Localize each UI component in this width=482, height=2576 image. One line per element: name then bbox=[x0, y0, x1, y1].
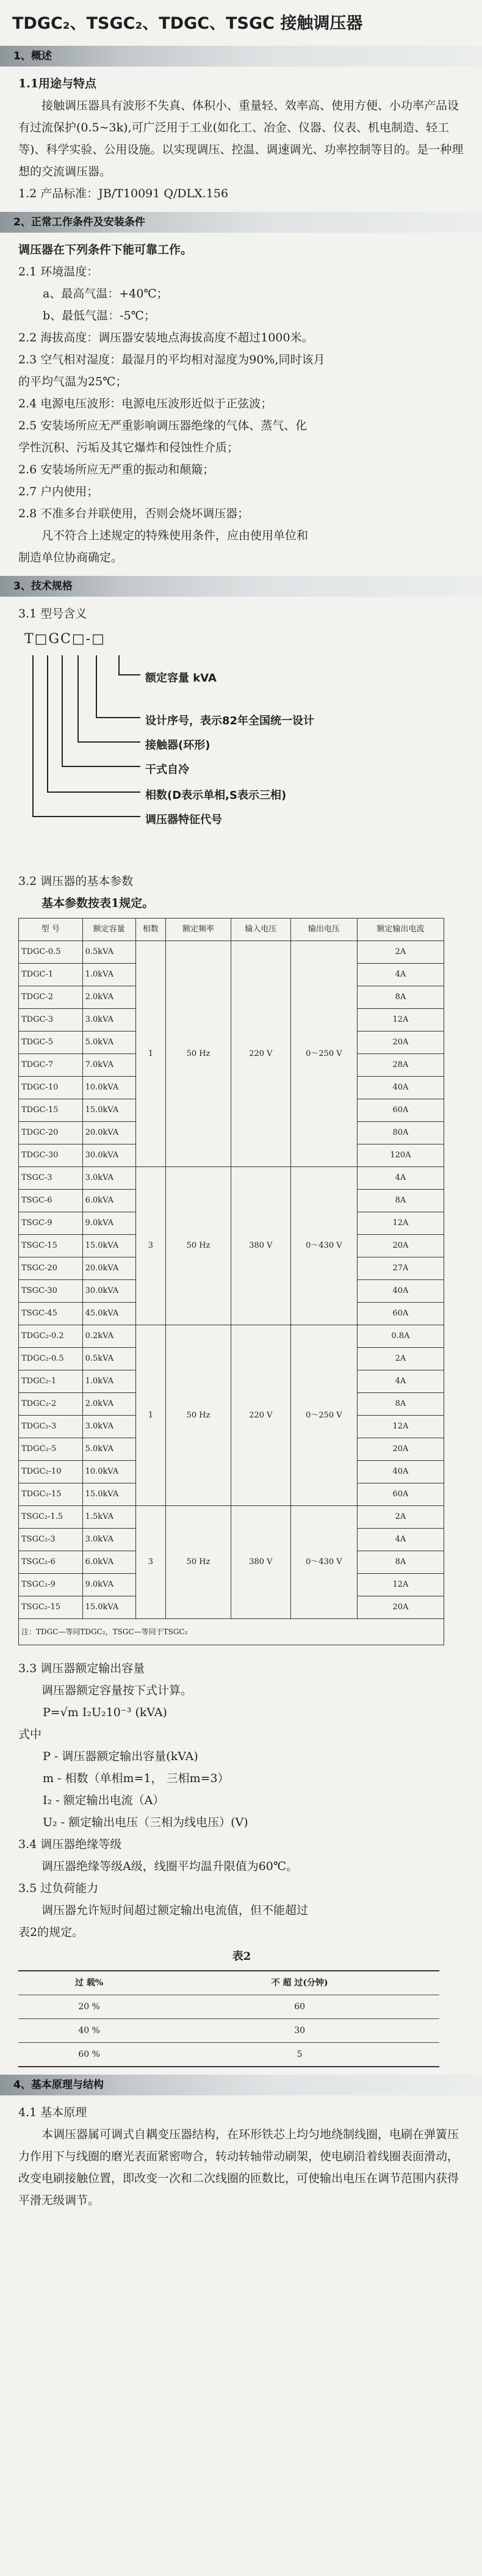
cell-capacity: 1.0kVA bbox=[82, 964, 135, 986]
label-rated-capacity: 额定容量 kVA bbox=[145, 672, 217, 685]
cell-model: TSGC-6 bbox=[19, 1190, 83, 1212]
cell-current: 2A bbox=[357, 941, 444, 964]
cell-capacity: 15.0kVA bbox=[82, 1235, 135, 1257]
cell-output-voltage: 0～430 V bbox=[290, 1506, 357, 1619]
special-note-line1: 凡不符合上述规定的特殊使用条件，应由使用单位和 bbox=[41, 529, 309, 542]
cell-input-voltage: 220 V bbox=[231, 941, 290, 1167]
label-dry-cooling: 干式自冷 bbox=[145, 763, 189, 776]
cell-output-voltage: 0～250 V bbox=[290, 941, 357, 1167]
cell-model: TSGC-30 bbox=[19, 1280, 83, 1303]
cell-output-voltage: 0～250 V bbox=[290, 1325, 357, 1506]
table-row bbox=[18, 2019, 439, 2043]
cell-current: 60A bbox=[357, 1483, 444, 1506]
cell-capacity: 9.0kVA bbox=[82, 1212, 135, 1235]
var-i2: I₂ - 额定输出电流（A） bbox=[43, 1794, 165, 1807]
cell-current: 12A bbox=[357, 1212, 444, 1235]
cell-phase: 3 bbox=[135, 1506, 166, 1619]
cell-current: 80A bbox=[357, 1122, 444, 1144]
cell-model: TDGC-3 bbox=[19, 1009, 83, 1031]
overload-minutes: 60 bbox=[160, 1995, 439, 2019]
site-line2: 学性沉积、污垢及其它爆炸和侵蚀性介质； bbox=[18, 441, 239, 454]
cell-capacity: 7.0kVA bbox=[82, 1054, 135, 1077]
cell-current: 8A bbox=[357, 1551, 444, 1574]
cell-capacity: 3.0kVA bbox=[82, 1529, 135, 1551]
overload-title: 3.5 过负荷能力 bbox=[18, 1882, 99, 1895]
section-conditions bbox=[0, 239, 482, 569]
humidity-line2: 的平均气温为25℃； bbox=[18, 375, 128, 388]
cell-model: TSGC₂-6 bbox=[19, 1551, 83, 1574]
model-leader-lines bbox=[24, 650, 464, 870]
cell-current: 40A bbox=[357, 1461, 444, 1483]
cell-input-voltage: 220 V bbox=[231, 1325, 290, 1506]
cell-current: 28A bbox=[357, 1054, 444, 1077]
params-intro: 基本参数按表1规定。 bbox=[41, 897, 154, 910]
cell-current: 4A bbox=[357, 964, 444, 986]
cell-capacity: 6.0kVA bbox=[82, 1190, 135, 1212]
cell-model: TDGC₂-5 bbox=[19, 1438, 83, 1461]
overload-percent: 60 % bbox=[18, 2043, 160, 2067]
waveform: 2.4 电源电压波形：电源电压波形近似于正弦波； bbox=[18, 397, 273, 410]
cell-current: 20A bbox=[357, 1438, 444, 1461]
cell-model: TSGC₂-3 bbox=[19, 1529, 83, 1551]
page-title: TDGC₂、TSGC₂、TDGC、TSGC 接触调压器 bbox=[12, 14, 363, 33]
vibration: 2.6 安装场所应无严重的振动和颠簸； bbox=[18, 463, 215, 476]
table2-caption: 表2 bbox=[232, 1950, 251, 1963]
overload-text-line2: 表2的规定。 bbox=[18, 1926, 84, 1939]
cell-capacity: 1.5kVA bbox=[82, 1506, 135, 1529]
var-p: P - 调压器额定输出容量(kVA) bbox=[43, 1750, 198, 1763]
section-overview bbox=[0, 73, 482, 205]
cell-model: TDGC-7 bbox=[19, 1054, 83, 1077]
cell-current: 60A bbox=[357, 1303, 444, 1325]
indoor-use: 2.7 户内使用； bbox=[18, 485, 99, 498]
env-max-temp: a、最高气温：+40℃； bbox=[43, 287, 168, 300]
cell-capacity: 15.0kVA bbox=[82, 1483, 135, 1506]
cell-current: 12A bbox=[357, 1416, 444, 1438]
cell-model: TDGC₂-3 bbox=[19, 1416, 83, 1438]
env-min-temp: b、最低气温：-5℃； bbox=[43, 309, 156, 322]
cell-current: 8A bbox=[357, 1393, 444, 1416]
cell-current: 4A bbox=[357, 1167, 444, 1190]
label-feature-code: 调压器特征代号 bbox=[145, 813, 222, 826]
cell-capacity: 10.0kVA bbox=[82, 1077, 135, 1099]
label-contact-type: 接触器(环形) bbox=[145, 739, 210, 752]
cell-model: TDGC-30 bbox=[19, 1144, 83, 1167]
cell-model: TDGC-2 bbox=[19, 986, 83, 1009]
special-note-line2: 制造单位协商确定。 bbox=[18, 551, 123, 564]
cell-current: 120A bbox=[357, 1144, 444, 1167]
overload-header-row bbox=[18, 1971, 439, 1995]
insulation-title: 3.4 调压器绝缘等级 bbox=[18, 1838, 122, 1851]
humidity-line1: 2.3 空气相对湿度：最湿月的平均相对湿度为90%,同时该月 bbox=[18, 353, 325, 366]
table-row bbox=[18, 1995, 439, 2019]
cell-input-voltage: 380 V bbox=[231, 1506, 290, 1619]
col-capacity: 额定容量 bbox=[82, 919, 135, 941]
cell-model: TSGC-9 bbox=[19, 1212, 83, 1235]
cell-capacity: 1.0kVA bbox=[82, 1370, 135, 1393]
model-meaning-title: 3.1 型号含义 bbox=[18, 607, 87, 620]
altitude: 2.2 海拔高度：调压器安装地点海拔高度不超过1000米。 bbox=[18, 331, 314, 344]
cell-model: TSGC-20 bbox=[19, 1257, 83, 1280]
cell-current: 27A bbox=[357, 1257, 444, 1280]
overload-percent: 40 % bbox=[18, 2019, 160, 2043]
cell-current: 12A bbox=[357, 1009, 444, 1031]
model-diagram bbox=[24, 650, 465, 870]
cell-capacity: 3.0kVA bbox=[82, 1009, 135, 1031]
cell-frequency: 50 Hz bbox=[166, 941, 231, 1167]
rated-output-intro: 调压器额定容量按下式计算。 bbox=[41, 1684, 193, 1697]
rated-formula: P=√m I₂U₂10⁻³ (kVA) bbox=[43, 1706, 167, 1719]
cell-current: 4A bbox=[357, 1529, 444, 1551]
cell-model: TDGC₂-0.2 bbox=[19, 1325, 83, 1348]
cell-capacity: 10.0kVA bbox=[82, 1461, 135, 1483]
section-heading-overview: 1、概述 bbox=[0, 46, 482, 67]
no-parallel: 2.8 不准多台并联使用，否则会烧坏调压器； bbox=[18, 507, 250, 520]
env-temperature: 2.1 环境温度： bbox=[18, 265, 99, 278]
params-table bbox=[18, 918, 444, 1619]
cell-capacity: 0.5kVA bbox=[82, 941, 135, 964]
cell-model: TDGC₂-2 bbox=[19, 1393, 83, 1416]
cell-capacity: 15.0kVA bbox=[82, 1596, 135, 1619]
cell-model: TDGC₂-1 bbox=[19, 1370, 83, 1393]
table-row bbox=[19, 1506, 444, 1529]
label-phase: 相数(D表示单相,S表示三相) bbox=[145, 789, 287, 802]
cell-current: 12A bbox=[357, 1574, 444, 1596]
cell-capacity: 5.0kVA bbox=[82, 1438, 135, 1461]
site-line1: 2.5 安装场所应无严重影响调压器绝缘的气体、蒸气、化 bbox=[18, 419, 308, 432]
cell-model: TSGC-45 bbox=[19, 1303, 83, 1325]
section-principle bbox=[0, 2101, 482, 2211]
cell-current: 8A bbox=[357, 1190, 444, 1212]
cell-capacity: 3.0kVA bbox=[82, 1416, 135, 1438]
cell-model: TSGC₂-15 bbox=[19, 1596, 83, 1619]
col-frequency: 额定频率 bbox=[166, 919, 231, 941]
col-output-current: 额定输出电流 bbox=[357, 919, 444, 941]
overload-text-line1: 调压器允许短时间超过额定输出电流值，但不能超过 bbox=[41, 1904, 309, 1917]
insulation-text: 调压器绝缘等级A级，线圈平均温升限值为60℃。 bbox=[41, 1860, 298, 1873]
cell-output-voltage: 0～430 V bbox=[290, 1167, 357, 1325]
overload-table bbox=[18, 1970, 439, 2067]
table-row bbox=[19, 1325, 444, 1348]
col-input-voltage: 输入电压 bbox=[231, 919, 290, 941]
label-design-number: 设计序号，表示82年全国统一设计 bbox=[145, 715, 315, 727]
cell-current: 0.8A bbox=[357, 1325, 444, 1348]
cell-model: TSGC-3 bbox=[19, 1167, 83, 1190]
cell-model: TDGC₂-15 bbox=[19, 1483, 83, 1506]
cell-model: TDGC-5 bbox=[19, 1031, 83, 1054]
overload-col-minutes: 不 超 过(分钟) bbox=[160, 1971, 439, 1995]
cell-current: 40A bbox=[357, 1280, 444, 1303]
cell-capacity: 20.0kVA bbox=[82, 1122, 135, 1144]
cell-frequency: 50 Hz bbox=[166, 1167, 231, 1325]
table-row bbox=[18, 2043, 439, 2067]
cell-current: 60A bbox=[357, 1099, 444, 1122]
table-row bbox=[19, 1167, 444, 1190]
cell-phase: 1 bbox=[135, 1325, 166, 1506]
where-label: 式中 bbox=[18, 1728, 42, 1741]
overload-percent: 20 % bbox=[18, 1995, 160, 2019]
principle-paragraph: 本调压器属可调式自耦变压器结构，在环形铁芯上均匀地绕制线圈，电刷在弹簧压力作用下与线圈的磨光表面紧密吻合，转动转轴带动刷架，使电刷沿着线圈表面滑动，改变电刷接触位置，即改变一次和二次线圈的匝数比，可使输出电压在调节范围内获得平滑无级调节。 bbox=[18, 2128, 459, 2207]
cell-current: 20A bbox=[357, 1596, 444, 1619]
table-row bbox=[19, 941, 444, 964]
rated-output-title: 3.3 调压器额定输出容量 bbox=[18, 1662, 145, 1675]
var-u2: U₂ - 额定输出电压（三相为线电压）(V) bbox=[43, 1816, 248, 1829]
cell-capacity: 15.0kVA bbox=[82, 1099, 135, 1122]
cell-current: 20A bbox=[357, 1031, 444, 1054]
cell-model: TSGC-15 bbox=[19, 1235, 83, 1257]
cell-phase: 3 bbox=[135, 1167, 166, 1325]
cell-current: 8A bbox=[357, 986, 444, 1009]
cell-capacity: 6.0kVA bbox=[82, 1551, 135, 1574]
cell-model: TDGC₂-10 bbox=[19, 1461, 83, 1483]
var-m: m - 相数（单相m=1， 三相m=3） bbox=[43, 1772, 229, 1785]
cell-capacity: 45.0kVA bbox=[82, 1303, 135, 1325]
col-output-voltage: 输出电压 bbox=[290, 919, 357, 941]
col-phase: 相数 bbox=[135, 919, 166, 941]
cell-capacity: 3.0kVA bbox=[82, 1167, 135, 1190]
cell-phase: 1 bbox=[135, 941, 166, 1167]
cell-frequency: 50 Hz bbox=[166, 1325, 231, 1506]
overload-col-percent: 过 载% bbox=[18, 1971, 160, 1995]
cell-capacity: 30.0kVA bbox=[82, 1280, 135, 1303]
cell-model: TDGC-0.5 bbox=[19, 941, 83, 964]
overload-minutes: 30 bbox=[160, 2019, 439, 2043]
overload-minutes: 5 bbox=[160, 2043, 439, 2067]
cell-current: 40A bbox=[357, 1077, 444, 1099]
section-heading-principle: 4、基本原理与结构 bbox=[0, 2075, 482, 2095]
cell-model: TDGC₂-0.5 bbox=[19, 1348, 83, 1370]
purpose-paragraph: 接触调压器具有波形不失真、体积小、重量轻、效率高、使用方便、小功率产品设有过流保护(0.5~3k),可广泛用于工业(如化工、冶金、仪器、仪表、机电制造、轻工等)、科学实验、公用设施。以实现调压、控温、调速调光、功率控制等目的。是一种理想的交流调压器。 bbox=[18, 99, 464, 178]
cell-capacity: 2.0kVA bbox=[82, 986, 135, 1009]
cell-current: 2A bbox=[357, 1348, 444, 1370]
cell-capacity: 0.5kVA bbox=[82, 1348, 135, 1370]
cell-frequency: 50 Hz bbox=[166, 1506, 231, 1619]
cell-capacity: 9.0kVA bbox=[82, 1574, 135, 1596]
cell-current: 2A bbox=[357, 1506, 444, 1529]
col-model: 型 号 bbox=[19, 919, 83, 941]
cell-model: TDGC-15 bbox=[19, 1099, 83, 1122]
cell-current: 20A bbox=[357, 1235, 444, 1257]
table-note: 注：TDGC—等同TDGC₂，TSGC—等同于TSGC₂ bbox=[18, 1619, 444, 1645]
cell-current: 4A bbox=[357, 1370, 444, 1393]
params-title: 3.2 调压器的基本参数 bbox=[18, 875, 134, 888]
model-code: T□GC□-□ bbox=[24, 631, 106, 647]
cell-model: TDGC-10 bbox=[19, 1077, 83, 1099]
cell-model: TSGC₂-9 bbox=[19, 1574, 83, 1596]
product-standard: 1.2 产品标准：JB/T10091 Q/DLX.156 bbox=[18, 187, 229, 200]
subheading-purpose: 1.1用途与特点 bbox=[18, 77, 97, 90]
cell-capacity: 0.2kVA bbox=[82, 1325, 135, 1348]
cell-model: TDGC-20 bbox=[19, 1122, 83, 1144]
conditions-intro: 调压器在下列条件下能可靠工作。 bbox=[18, 243, 193, 257]
section-heading-conditions: 2、正常工作条件及安装条件 bbox=[0, 212, 482, 233]
params-table-body bbox=[19, 941, 444, 1619]
cell-capacity: 5.0kVA bbox=[82, 1031, 135, 1054]
cell-capacity: 2.0kVA bbox=[82, 1393, 135, 1416]
cell-capacity: 20.0kVA bbox=[82, 1257, 135, 1280]
cell-model: TDGC-1 bbox=[19, 964, 83, 986]
section-heading-specs: 3、技术规格 bbox=[0, 576, 482, 597]
cell-capacity: 30.0kVA bbox=[82, 1144, 135, 1167]
section-specs bbox=[0, 603, 482, 2067]
cell-model: TSGC₂-1.5 bbox=[19, 1506, 83, 1529]
table-header-row bbox=[19, 919, 444, 941]
cell-input-voltage: 380 V bbox=[231, 1167, 290, 1325]
principle-subheading: 4.1 基本原理 bbox=[18, 2106, 87, 2119]
